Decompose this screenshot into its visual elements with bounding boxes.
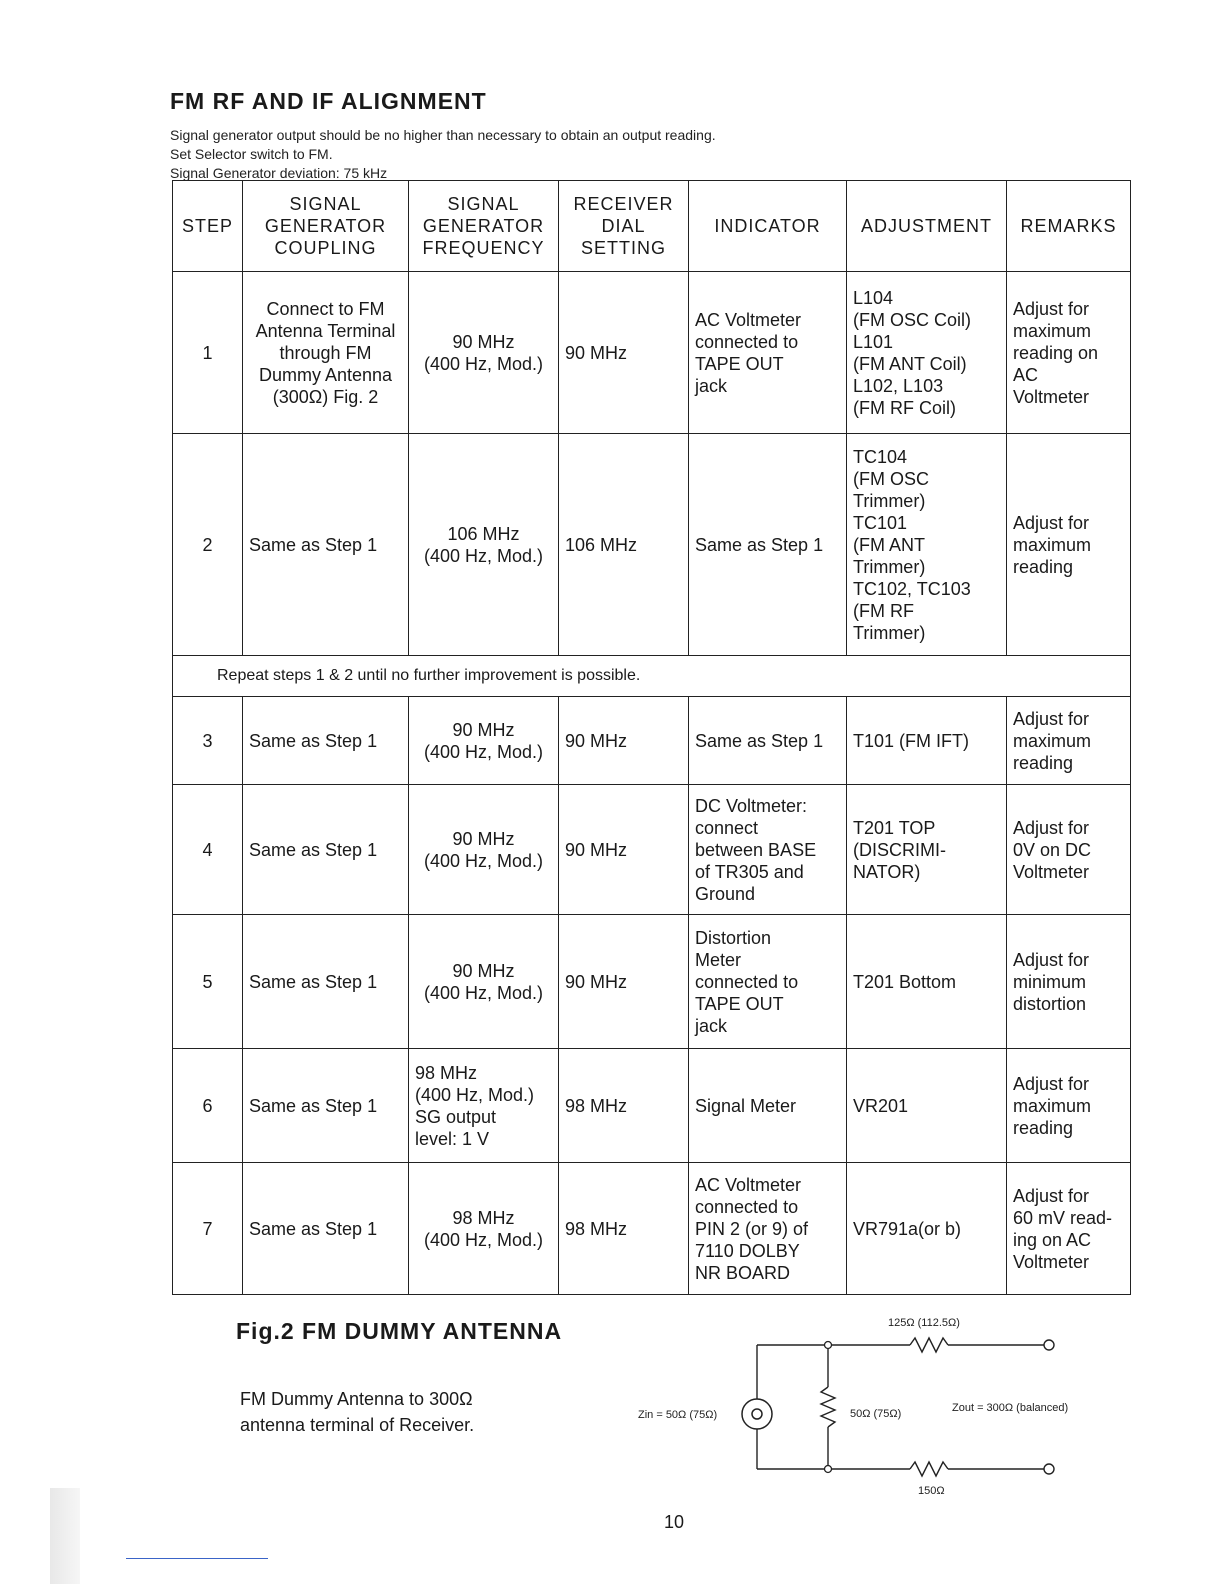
signal-source-icon [742, 1399, 772, 1429]
label-r-top: 125Ω (112.5Ω) [888, 1317, 960, 1329]
cell-indicator: AC Voltmeter connected to PIN 2 (or 9) of 7110 DOLBY NR BOARD [689, 1163, 847, 1295]
label-zin: Zin = 50Ω (75Ω) [638, 1409, 718, 1421]
cell-dial: 90 MHz [559, 915, 689, 1049]
header-coupling: SIGNAL GENERATOR COUPLING [243, 181, 409, 272]
cell-coupling: Connect to FM Antenna Terminal through FM Dummy Antenna (300Ω) Fig. 2 [243, 272, 409, 434]
table-header-row [173, 181, 1131, 272]
cell-coupling: Same as Step 1 [243, 697, 409, 785]
intro-notes [170, 126, 716, 183]
cell-remarks: Adjust for 0V on DC Voltmeter [1007, 785, 1131, 915]
cell-adjustment: VR791a(or b) [847, 1163, 1007, 1295]
cell-coupling: Same as Step 1 [243, 785, 409, 915]
cell-step: 2 [173, 434, 243, 656]
cell-remarks: Adjust for 60 mV read- ing on AC Voltmeter [1007, 1163, 1131, 1295]
intro-line: Set Selector switch to FM. [170, 146, 333, 162]
cell-adjustment: T201 TOP (DISCRIMI- NATOR) [847, 785, 1007, 915]
cell-indicator: DC Voltmeter: connect between BASE of TR305 and Ground [689, 785, 847, 915]
cell-frequency: 98 MHz (400 Hz, Mod.) SG output level: 1 V [409, 1049, 559, 1163]
cell-dial: 106 MHz [559, 434, 689, 656]
page-number: 10 [664, 1512, 685, 1532]
header-adjustment: ADJUSTMENT [847, 181, 1007, 272]
header-step: STEP [173, 181, 243, 272]
junction-node [825, 1466, 832, 1473]
cell-dial: 90 MHz [559, 697, 689, 785]
cell-indicator: Signal Meter [689, 1049, 847, 1163]
cell-adjustment: T201 Bottom [847, 915, 1007, 1049]
cell-adjustment: T101 (FM IFT) [847, 697, 1007, 785]
table-row [173, 915, 1131, 1049]
cell-remarks: Adjust for maximum reading [1007, 1049, 1131, 1163]
intro-line: Signal Generator deviation: 75 kHz [170, 165, 388, 181]
cell-step: 5 [173, 915, 243, 1049]
cell-coupling: Same as Step 1 [243, 1163, 409, 1295]
cell-step: 1 [173, 272, 243, 434]
repeat-note-row [173, 656, 1131, 697]
cell-frequency: 98 MHz (400 Hz, Mod.) [409, 1163, 559, 1295]
figure-title: Fig.2 FM DUMMY ANTENNA [236, 1318, 563, 1344]
header-dial: RECEIVER DIAL SETTING [559, 181, 689, 272]
repeat-note: Repeat steps 1 & 2 until no further improvement is possible. [173, 656, 1131, 697]
header-frequency: SIGNAL GENERATOR FREQUENCY [409, 181, 559, 272]
cell-coupling: Same as Step 1 [243, 915, 409, 1049]
cell-dial: 98 MHz [559, 1163, 689, 1295]
intro-line: Signal generator output should be no higher than necessary to obtain an output reading. [170, 127, 716, 143]
output-terminal-icon [1044, 1340, 1054, 1350]
label-zout: Zout = 300Ω (balanced) [952, 1402, 1069, 1414]
page-title: FM RF AND IF ALIGNMENT [170, 88, 487, 114]
figure-description: FM Dummy Antenna to 300Ω antenna terminal of Receiver. [240, 1389, 475, 1435]
cell-dial: 98 MHz [559, 1049, 689, 1163]
cell-coupling: Same as Step 1 [243, 434, 409, 656]
cell-frequency: 90 MHz (400 Hz, Mod.) [409, 785, 559, 915]
cell-indicator: Distortion Meter connected to TAPE OUT jack [689, 915, 847, 1049]
cell-step: 3 [173, 697, 243, 785]
cell-frequency: 90 MHz (400 Hz, Mod.) [409, 697, 559, 785]
dummy-antenna-circuit [620, 1305, 1100, 1505]
scan-margin-line [126, 1558, 268, 1559]
scan-edge-shadow [50, 1488, 80, 1584]
cell-frequency: 90 MHz (400 Hz, Mod.) [409, 272, 559, 434]
cell-remarks: Adjust for minimum distortion [1007, 915, 1131, 1049]
label-r-mid: 50Ω (75Ω) [850, 1408, 902, 1420]
cell-indicator: Same as Step 1 [689, 434, 847, 656]
cell-step: 4 [173, 785, 243, 915]
table-row [173, 1163, 1131, 1295]
cell-remarks: Adjust for maximum reading on AC Voltmeter [1007, 272, 1131, 434]
cell-step: 6 [173, 1049, 243, 1163]
cell-remarks: Adjust for maximum reading [1007, 434, 1131, 656]
cell-indicator: Same as Step 1 [689, 697, 847, 785]
header-indicator: INDICATOR [689, 181, 847, 272]
table-row [173, 434, 1131, 656]
cell-frequency: 90 MHz (400 Hz, Mod.) [409, 915, 559, 1049]
cell-step: 7 [173, 1163, 243, 1295]
cell-frequency: 106 MHz (400 Hz, Mod.) [409, 434, 559, 656]
junction-node [825, 1342, 832, 1349]
table-row [173, 697, 1131, 785]
cell-dial: 90 MHz [559, 272, 689, 434]
cell-adjustment: TC104 (FM OSC Trimmer) TC101 (FM ANT Trimmer) TC102, TC103 (FM RF Trimmer) [847, 434, 1007, 656]
cell-adjustment: L104 (FM OSC Coil) L101 (FM ANT Coil) L102, L103 (FM RF Coil) [847, 272, 1007, 434]
table-row [173, 785, 1131, 915]
alignment-table [172, 180, 1131, 1295]
table-row [173, 272, 1131, 434]
cell-coupling: Same as Step 1 [243, 1049, 409, 1163]
cell-remarks: Adjust for maximum reading [1007, 697, 1131, 785]
cell-indicator: AC Voltmeter connected to TAPE OUT jack [689, 272, 847, 434]
header-remarks: REMARKS [1007, 181, 1131, 272]
label-r-bottom: 150Ω [918, 1485, 945, 1497]
cell-adjustment: VR201 [847, 1049, 1007, 1163]
cell-dial: 90 MHz [559, 785, 689, 915]
table-row [173, 1049, 1131, 1163]
output-terminal-icon [1044, 1464, 1054, 1474]
